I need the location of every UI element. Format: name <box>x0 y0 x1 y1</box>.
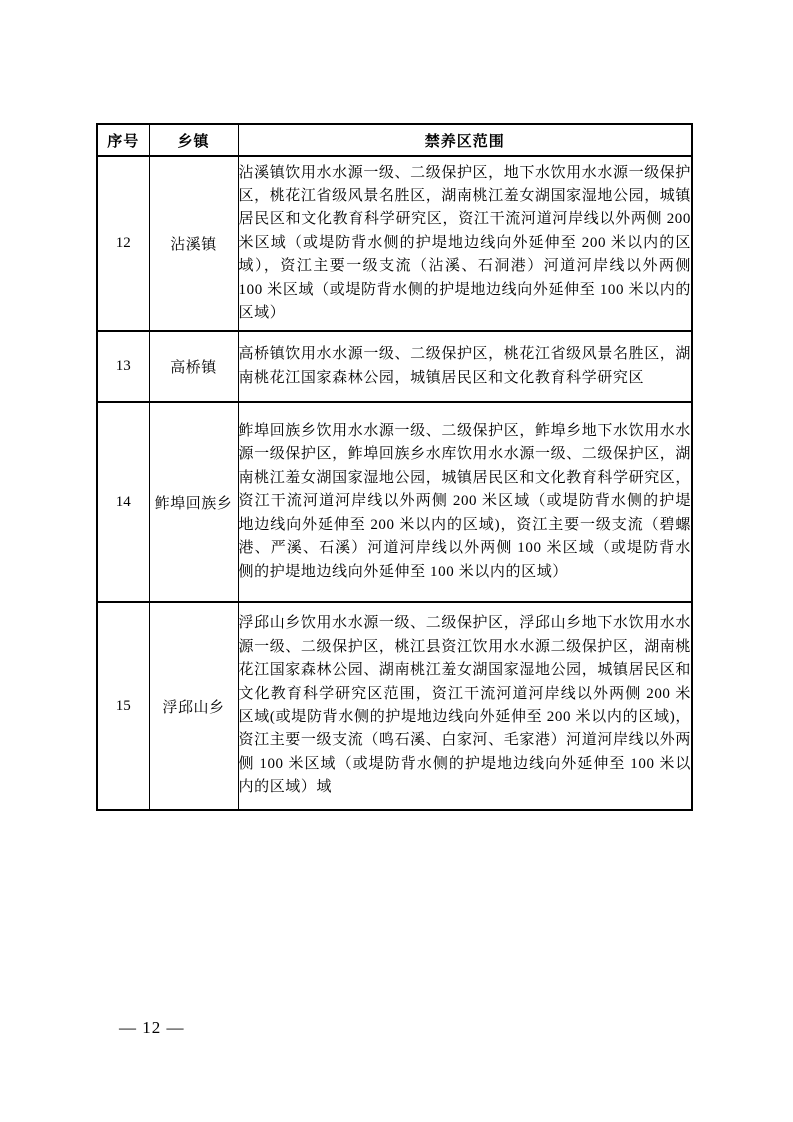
table-header-row <box>97 124 692 156</box>
township-cell: 沾溪镇 <box>149 156 238 331</box>
table-row <box>97 402 692 602</box>
serial-number-cell: 14 <box>97 402 149 602</box>
zone-scope-cell: 浮邱山乡饮用水水源一级、二级保护区，浮邱山乡地下水饮用水水源一级、二级保护区，桃江县资江饮用水水源二级保护区，湖南桃花江国家森林公园、湖南桃江羞女湖国家湿地公园，城镇居民区和文化教育科学研究区范围，资江干流河道河岸线以外两侧 200 米区域(或堤防背水侧的护堤地边线向外延伸至 200 米以内的区域)，资江主要一级支流（鸣石溪、白家河、毛家港）河道河岸线以外两侧 100 米区域（或堤防背水侧的护堤地边线向外延伸至 100 米以内的区域）域 <box>238 602 692 810</box>
zone-scope-cell: 高桥镇饮用水水源一级、二级保护区，桃花江省级风景名胜区，湖南桃花江国家森林公园，城镇居民区和文化教育科学研究区 <box>238 331 692 402</box>
serial-number-cell: 12 <box>97 156 149 331</box>
page-number: — 12 — <box>119 1018 185 1037</box>
table-row <box>97 331 692 402</box>
serial-number-cell: 13 <box>97 331 149 402</box>
header-zone-scope: 禁养区范围 <box>238 124 692 156</box>
township-cell: 高桥镇 <box>149 331 238 402</box>
zone-scope-cell: 鲊埠回族乡饮用水水源一级、二级保护区，鲊埠乡地下水饮用水水源一级保护区，鲊埠回族乡水库饮用水水源一级、二级保护区，湖南桃江羞女湖国家湿地公园，城镇居民区和文化教育科学研究区，资江干流河道河岸线以外两侧 200 米区域（或堤防背水侧的护堤地边线向外延伸至 200 米以内的区域)，资江主要一级支流（碧螺港、严溪、石溪）河道河岸线以外两侧 100 米区域（或堤防背水侧的护堤地边线向外延伸至 100 米以内的区域） <box>238 402 692 602</box>
zone-scope-cell: 沾溪镇饮用水水源一级、二级保护区，地下水饮用水水源一级保护区，桃花江省级风景名胜区，湖南桃江羞女湖国家湿地公园，城镇居民区和文化教育科学研究区，资江干流河道河岸线以外两侧 200 米区域（或堤防背水侧的护堤地边线向外延伸至 200 米以内的区域），资江主要一级支流（沾溪、石洞港）河道河岸线以外两侧 100 米区域（或堤防背水侧的护堤地边线向外延伸至 100 米以内的区域） <box>238 156 692 331</box>
header-township: 乡镇 <box>149 124 238 156</box>
serial-number-cell: 15 <box>97 602 149 810</box>
header-serial-number: 序号 <box>97 124 149 156</box>
prohibited-zone-table <box>96 123 693 811</box>
township-cell: 浮邱山乡 <box>149 602 238 810</box>
table-row <box>97 602 692 810</box>
table-row <box>97 156 692 331</box>
township-cell: 鲊埠回族乡 <box>149 402 238 602</box>
prohibited-zone-table-container <box>96 123 691 811</box>
